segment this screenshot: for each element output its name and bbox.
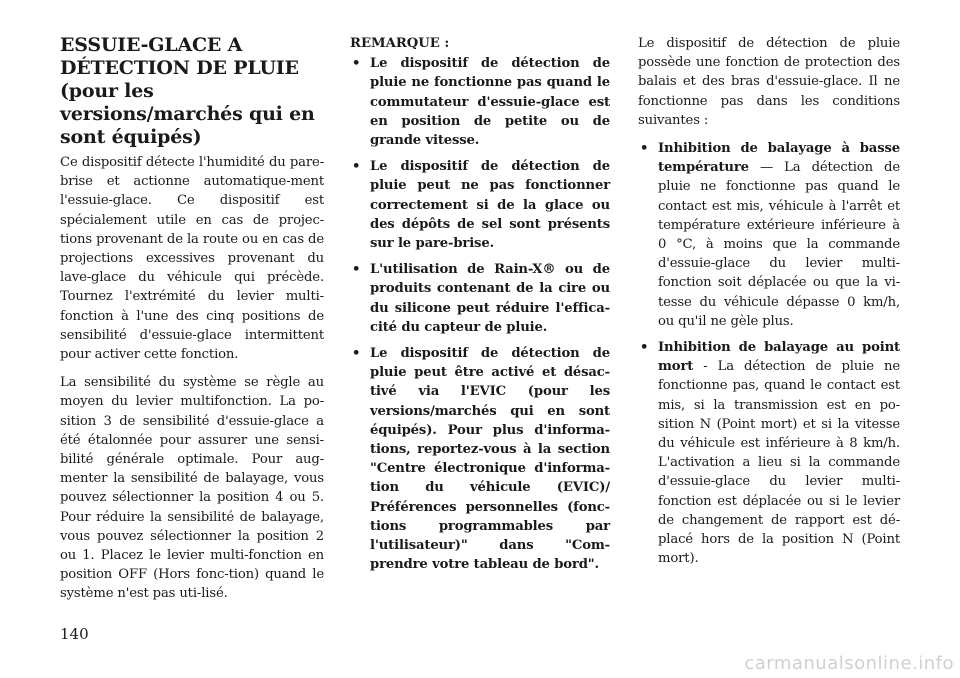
page-number: 140 bbox=[60, 625, 89, 643]
bullet-icon: • bbox=[352, 262, 361, 278]
note-item-text: Le dispositif de détection de pluie peut ne pas fonctionner correctement si de la glace ou des dépôts de sel sont présents sur le pare-brise. bbox=[370, 159, 610, 252]
note-item bbox=[350, 54, 610, 150]
inhibition-item bbox=[638, 338, 900, 568]
column-right bbox=[638, 34, 900, 575]
protection-paragraph: Le dispositif de détection de pluie possède une fonction de protection des balais et des bras d'essuie-glace. Il ne fonctionne pas dans les conditions suivantes : bbox=[638, 36, 900, 128]
section-heading: ESSUIE-GLACE A DÉTECTION DE PLUIE (pour les versions/marchés qui en sont équipés) bbox=[60, 34, 315, 148]
column-left bbox=[60, 34, 324, 613]
column-middle bbox=[350, 34, 610, 581]
inhibition-item-title: Inhibition de balayage à basse température bbox=[658, 141, 900, 176]
note-item-text: Le dispositif de détection de pluie ne fonctionne pas quand le commutateur d'essuie-glace est en position de petite ou de grande vitesse. bbox=[370, 56, 610, 149]
inhibition-item-text: — La détection de pluie ne fonctionne pas quand le contact est mis, véhicule à l'arrêt et température extérieure inférieure à 0 °C, à moins que la commande d'essuie-glace du levier multi-fonction soit déplacée ou que la vi-tesse du véhicule dépasse 0 km/h, ou qu'il ne gèle plus. bbox=[658, 160, 900, 329]
intro-paragraph: Ce dispositif détecte l'humidité du pare-brise et actionne automatique-ment l'essuie-glace. Ce dispositif est spécialement utile en cas de projec-tions provenant de la route ou en cas de projections excessives provenant du lave-glace du véhicule qui précède. Tournez l'extrémité du levier multi-fonction à l'une des cinq positions de sensibilité d'essuie-glace intermittent pour activer cette fonction. bbox=[60, 155, 324, 363]
inhibition-list bbox=[638, 139, 900, 568]
sensitivity-paragraph: La sensibilité du système se règle au moyen du levier multifonction. La po-sition 3 de sensibilité d'essuie-glace a été étalonnée pour assurer une sensi-bilité générale optimale. Pour aug-menter la sensibilité de balayage, vous pouvez sélectionner la position 4 ou 5. Pour réduire la sensibilité de balayage, vous pouvez sélectionner la position 2 ou 1. Placez le levier multi-fonction en position OFF (Hors fonc-tion) quand le système n'est pas uti-lisé. bbox=[60, 375, 324, 602]
note-list bbox=[350, 54, 610, 574]
bullet-icon: • bbox=[352, 346, 361, 362]
inhibition-item bbox=[638, 139, 900, 331]
note-title: REMARQUE : bbox=[350, 36, 450, 51]
note-item-text: Le dispositif de détection de pluie peut être activé et désac-tivé via l'EVIC (pour les versions/marchés qui en sont équipés). Pour plus d'informa-tions, reportez-vous à la section "Centre électronique d'informa-tion du véhicule (EVIC)/ Préférences personnelles (fonc-tions programmables par l'utilisateur)" dans "Com-prendre votre tableau de bord". bbox=[370, 346, 610, 573]
bullet-icon: • bbox=[640, 141, 649, 157]
bullet-icon: • bbox=[352, 56, 361, 72]
inhibition-item-title: Inhibition de balayage au point mort bbox=[658, 340, 900, 375]
note-item-text: L'utilisation de Rain-X® ou de produits contenant de la cire ou du silicone peut réduire l'effica-cité du capteur de pluie. bbox=[370, 262, 610, 335]
inhibition-item-text: - La détection de pluie ne fonctionne pas, quand le contact est mis, si la transmission est en po-sition N (Point mort) et si la vitesse du véhicule est inférieure à 8 km/h. L'activation a lieu si la commande d'essuie-glace du levier multi-fonction est déplacée ou si le levier de changement de rapport est dé-placé hors de la position N (Point mort). bbox=[658, 359, 900, 567]
note-item bbox=[350, 157, 610, 253]
bullet-icon: • bbox=[640, 340, 649, 356]
note-item bbox=[350, 260, 610, 337]
watermark: carmanualsonline.info bbox=[744, 653, 954, 674]
note-item bbox=[350, 344, 610, 574]
bullet-icon: • bbox=[352, 159, 361, 175]
